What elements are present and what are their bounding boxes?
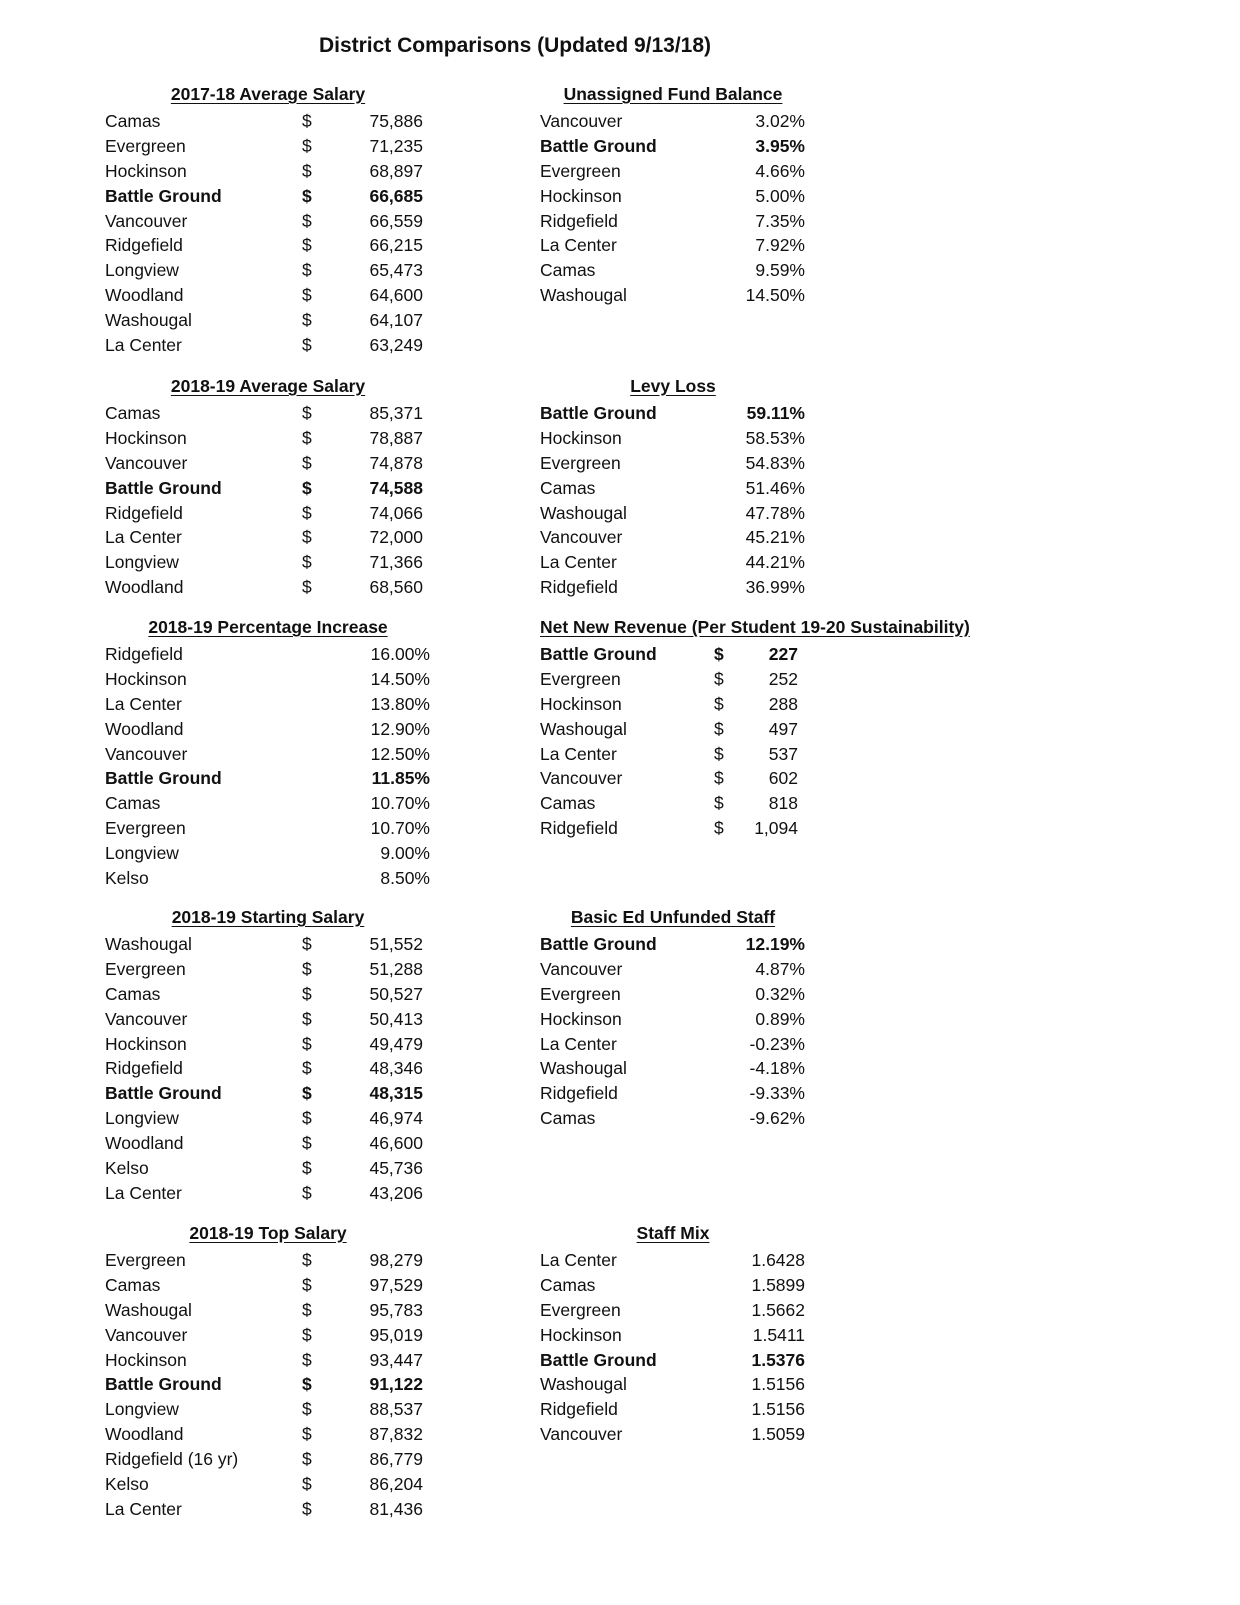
currency-symbol: $ <box>714 693 724 714</box>
district-name: Washougal <box>105 310 192 331</box>
district-name: Battle Ground <box>105 477 222 498</box>
district-value: 78,887 <box>369 427 423 448</box>
currency-symbol: $ <box>302 335 312 356</box>
district-name: Kelso <box>105 1158 149 1179</box>
section-heading: 2018-19 Top Salary <box>189 1223 347 1243</box>
district-name: La Center <box>540 743 617 764</box>
currency-symbol: $ <box>302 1424 312 1445</box>
district-name: Camas <box>540 477 596 498</box>
district-value: 10.70% <box>370 818 430 839</box>
district-value: 12.19% <box>745 934 805 954</box>
district-name: La Center <box>105 1498 182 1519</box>
currency-symbol: $ <box>302 1299 312 1320</box>
district-name: La Center <box>540 1033 617 1054</box>
currency-symbol: $ <box>302 502 312 523</box>
district-value: 45,736 <box>369 1158 423 1179</box>
district-value: 64,107 <box>369 310 423 331</box>
district-value: 66,215 <box>369 235 423 256</box>
district-value: 51,288 <box>369 958 423 979</box>
district-name: Hockinson <box>540 185 622 206</box>
currency-symbol: $ <box>714 668 724 689</box>
district-value: 227 <box>768 644 798 664</box>
currency-symbol: $ <box>302 577 312 598</box>
district-name: Battle Ground <box>540 1349 657 1370</box>
district-name: Camas <box>105 793 161 814</box>
district-value: 16.00% <box>370 644 430 664</box>
page-title: District Comparisons (Updated 9/13/18) <box>318 34 712 57</box>
district-value: 36.99% <box>745 577 805 598</box>
currency-symbol: $ <box>302 1033 312 1054</box>
district-value: 87,832 <box>369 1424 423 1445</box>
district-name: Washougal <box>540 1374 627 1395</box>
currency-symbol: $ <box>302 1182 312 1203</box>
currency-symbol: $ <box>302 934 312 954</box>
district-name: Vancouver <box>540 1424 623 1445</box>
district-name: Battle Ground <box>540 934 657 954</box>
currency-symbol: $ <box>302 1133 312 1154</box>
district-value: -9.33% <box>749 1083 805 1104</box>
currency-symbol: $ <box>302 210 312 231</box>
section-heading: Unassigned Fund Balance <box>563 84 783 104</box>
district-value: 8.50% <box>380 868 430 889</box>
district-value: 0.32% <box>755 983 805 1004</box>
district-value: -0.23% <box>749 1033 805 1054</box>
currency-symbol: $ <box>302 1324 312 1345</box>
currency-symbol: $ <box>302 452 312 473</box>
district-value: 66,559 <box>369 210 423 231</box>
currency-symbol: $ <box>302 1083 312 1104</box>
district-name: Ridgefield <box>540 577 618 598</box>
district-name: Kelso <box>105 1474 149 1495</box>
district-name: Camas <box>105 983 161 1004</box>
district-name: Battle Ground <box>105 768 222 789</box>
district-value: 64,600 <box>369 285 423 306</box>
currency-symbol: $ <box>302 477 312 498</box>
district-name: Battle Ground <box>540 644 657 664</box>
district-value: 10.70% <box>370 793 430 814</box>
district-value: 59.11% <box>746 403 805 423</box>
district-value: 93,447 <box>369 1349 423 1370</box>
district-name: Vancouver <box>105 210 188 231</box>
section-heading: 2018-19 Average Salary <box>170 376 366 396</box>
district-value: 75,886 <box>369 111 423 131</box>
district-value: 44.21% <box>745 552 805 573</box>
district-name: Ridgefield <box>540 210 618 231</box>
district-name: Camas <box>540 260 596 281</box>
section-heading: Basic Ed Unfunded Staff <box>570 907 776 927</box>
district-value: 1.5156 <box>751 1399 805 1420</box>
district-value: -4.18% <box>749 1058 805 1079</box>
currency-symbol: $ <box>302 1449 312 1470</box>
district-value: 497 <box>768 718 798 739</box>
currency-symbol: $ <box>302 160 312 181</box>
section-heading: 2018-19 Starting Salary <box>171 907 365 927</box>
currency-symbol: $ <box>302 235 312 256</box>
district-name: Washougal <box>540 502 627 523</box>
district-name: Washougal <box>540 718 627 739</box>
district-name: Washougal <box>540 1058 627 1079</box>
district-value: 4.66% <box>755 160 805 181</box>
currency-symbol: $ <box>302 403 312 423</box>
district-name: Washougal <box>105 934 192 954</box>
district-name: Vancouver <box>540 958 623 979</box>
district-value: 0.89% <box>755 1008 805 1029</box>
district-name: Washougal <box>105 1299 192 1320</box>
district-name: La Center <box>540 235 617 256</box>
district-name: Battle Ground <box>540 403 657 423</box>
district-value: 45.21% <box>745 527 805 548</box>
district-name: Hockinson <box>105 1033 187 1054</box>
section-heading: Net New Revenue (Per Student 19-20 Sustainability) <box>540 617 970 637</box>
district-value: 65,473 <box>369 260 423 281</box>
district-name: Evergreen <box>540 983 621 1004</box>
district-value: 71,235 <box>369 135 423 156</box>
district-name: La Center <box>105 335 182 356</box>
currency-symbol: $ <box>302 111 312 131</box>
currency-symbol: $ <box>302 135 312 156</box>
district-name: Woodland <box>105 1424 184 1445</box>
district-value: 97,529 <box>369 1274 423 1295</box>
district-name: Hockinson <box>540 427 622 448</box>
district-value: 288 <box>768 693 798 714</box>
district-name: Vancouver <box>540 768 623 789</box>
district-value: 72,000 <box>369 527 423 548</box>
district-name: Hockinson <box>540 1324 622 1345</box>
district-value: 48,315 <box>369 1083 423 1104</box>
district-name: La Center <box>105 527 182 548</box>
currency-symbol: $ <box>302 1498 312 1519</box>
district-name: Kelso <box>105 868 149 889</box>
district-value: 66,685 <box>369 185 423 206</box>
district-value: 74,588 <box>369 477 423 498</box>
district-name: Hockinson <box>105 1349 187 1370</box>
district-name: Hockinson <box>105 427 187 448</box>
currency-symbol: $ <box>302 1158 312 1179</box>
currency-symbol: $ <box>302 1058 312 1079</box>
district-value: 51.46% <box>745 477 805 498</box>
currency-symbol: $ <box>302 1250 312 1270</box>
district-value: 95,783 <box>369 1299 423 1320</box>
currency-symbol: $ <box>302 1474 312 1495</box>
district-value: 74,878 <box>369 452 423 473</box>
district-value: 46,600 <box>369 1133 423 1154</box>
district-name: La Center <box>540 1250 617 1270</box>
currency-symbol: $ <box>302 260 312 281</box>
district-name: La Center <box>540 552 617 573</box>
currency-symbol: $ <box>302 1108 312 1129</box>
district-value: 91,122 <box>369 1374 423 1395</box>
district-name: Ridgefield (16 yr) <box>105 1449 239 1470</box>
district-value: 11.85% <box>371 768 430 789</box>
district-name: Camas <box>540 1108 596 1129</box>
currency-symbol: $ <box>302 1374 312 1395</box>
district-value: 3.95% <box>755 135 805 156</box>
district-name: Vancouver <box>540 111 623 131</box>
district-value: 51,552 <box>369 934 423 954</box>
district-value: -9.62% <box>749 1108 805 1129</box>
district-value: 9.59% <box>755 260 805 281</box>
district-value: 1.5662 <box>751 1299 805 1320</box>
district-name: Hockinson <box>105 668 187 689</box>
district-value: 1,094 <box>754 818 798 839</box>
district-value: 14.50% <box>370 668 430 689</box>
currency-symbol: $ <box>714 768 724 789</box>
currency-symbol: $ <box>714 818 724 839</box>
district-name: Ridgefield <box>540 818 618 839</box>
district-value: 537 <box>768 743 798 764</box>
district-value: 5.00% <box>755 185 805 206</box>
district-name: Evergreen <box>540 668 621 689</box>
district-value: 1.5411 <box>752 1324 805 1345</box>
district-name: Vancouver <box>105 452 188 473</box>
district-value: 86,204 <box>369 1474 423 1495</box>
district-value: 58.53% <box>745 427 805 448</box>
district-value: 13.80% <box>370 693 430 714</box>
district-name: Ridgefield <box>105 502 183 523</box>
currency-symbol: $ <box>302 1399 312 1420</box>
currency-symbol: $ <box>714 718 724 739</box>
district-value: 47.78% <box>745 502 805 523</box>
district-value: 602 <box>768 768 798 789</box>
currency-symbol: $ <box>302 185 312 206</box>
district-value: 50,413 <box>369 1008 423 1029</box>
district-value: 98,279 <box>369 1250 423 1270</box>
district-value: 48,346 <box>369 1058 423 1079</box>
district-name: Ridgefield <box>105 644 183 664</box>
district-name: Battle Ground <box>105 1374 222 1395</box>
district-value: 43,206 <box>369 1182 423 1203</box>
district-value: 85,371 <box>369 403 423 423</box>
district-name: Ridgefield <box>105 235 183 256</box>
district-name: Evergreen <box>105 818 186 839</box>
section-heading: Staff Mix <box>636 1223 710 1243</box>
district-name: Hockinson <box>540 693 622 714</box>
district-name: Woodland <box>105 577 184 598</box>
district-name: Camas <box>105 111 161 131</box>
currency-symbol: $ <box>302 983 312 1004</box>
district-value: 12.90% <box>370 718 430 739</box>
district-value: 49,479 <box>369 1033 423 1054</box>
district-value: 1.5376 <box>751 1349 805 1370</box>
district-name: Hockinson <box>540 1008 622 1029</box>
district-value: 9.00% <box>380 843 430 864</box>
district-name: Camas <box>540 1274 596 1295</box>
district-value: 81,436 <box>369 1498 423 1519</box>
district-name: Battle Ground <box>540 135 657 156</box>
currency-symbol: $ <box>302 310 312 331</box>
district-value: 95,019 <box>369 1324 423 1345</box>
district-value: 46,974 <box>369 1108 423 1129</box>
district-value: 3.02% <box>755 111 805 131</box>
district-value: 12.50% <box>370 743 430 764</box>
district-name: Vancouver <box>105 1324 188 1345</box>
district-name: Longview <box>105 552 179 573</box>
district-name: Woodland <box>105 1133 184 1154</box>
district-name: Washougal <box>540 285 627 306</box>
district-value: 88,537 <box>369 1399 423 1420</box>
district-name: Camas <box>540 793 596 814</box>
currency-symbol: $ <box>714 743 724 764</box>
currency-symbol: $ <box>714 793 724 814</box>
district-value: 74,066 <box>369 502 423 523</box>
currency-symbol: $ <box>302 958 312 979</box>
district-name: Woodland <box>105 718 184 739</box>
district-name: Ridgefield <box>105 1058 183 1079</box>
currency-symbol: $ <box>714 644 724 664</box>
district-name: Evergreen <box>105 135 186 156</box>
district-name: Evergreen <box>540 1299 621 1320</box>
district-name: Ridgefield <box>540 1399 618 1420</box>
district-name: Hockinson <box>105 160 187 181</box>
district-value: 86,779 <box>369 1449 423 1470</box>
district-value: 50,527 <box>369 983 423 1004</box>
district-value: 1.6428 <box>751 1250 805 1270</box>
section-heading: 2017-18 Average Salary <box>170 84 366 104</box>
district-name: Battle Ground <box>105 1083 222 1104</box>
district-value: 71,366 <box>369 552 423 573</box>
district-name: Longview <box>105 843 179 864</box>
district-value: 252 <box>768 668 798 689</box>
currency-symbol: $ <box>302 1349 312 1370</box>
district-value: 63,249 <box>369 335 423 356</box>
district-name: Vancouver <box>105 743 188 764</box>
currency-symbol: $ <box>302 285 312 306</box>
district-name: Evergreen <box>105 1250 186 1270</box>
district-value: 68,560 <box>369 577 423 598</box>
district-name: Evergreen <box>105 958 186 979</box>
district-value: 1.5156 <box>751 1374 805 1395</box>
district-name: Longview <box>105 1399 179 1420</box>
district-value: 818 <box>768 793 798 814</box>
currency-symbol: $ <box>302 427 312 448</box>
district-value: 1.5059 <box>751 1424 805 1445</box>
section-heading: Levy Loss <box>630 376 716 396</box>
district-name: La Center <box>105 1182 182 1203</box>
district-value: 1.5899 <box>751 1274 805 1295</box>
currency-symbol: $ <box>302 1008 312 1029</box>
district-name: Woodland <box>105 285 184 306</box>
district-name: Evergreen <box>540 160 621 181</box>
district-value: 68,897 <box>369 160 423 181</box>
district-name: Camas <box>105 403 161 423</box>
district-name: Longview <box>105 1108 179 1129</box>
district-value: 14.50% <box>745 285 805 306</box>
district-name: Vancouver <box>105 1008 188 1029</box>
district-value: 54.83% <box>745 452 805 473</box>
district-name: Evergreen <box>540 452 621 473</box>
currency-symbol: $ <box>302 552 312 573</box>
currency-symbol: $ <box>302 527 312 548</box>
district-value: 7.35% <box>755 210 805 231</box>
currency-symbol: $ <box>302 1274 312 1295</box>
district-name: Battle Ground <box>105 185 222 206</box>
district-name: Vancouver <box>540 527 623 548</box>
district-value: 7.92% <box>755 235 805 256</box>
district-name: Ridgefield <box>540 1083 618 1104</box>
section-heading: 2018-19 Percentage Increase <box>148 617 388 637</box>
district-name: Camas <box>105 1274 161 1295</box>
district-value: 4.87% <box>755 958 805 979</box>
district-name: La Center <box>105 693 182 714</box>
district-name: Longview <box>105 260 179 281</box>
